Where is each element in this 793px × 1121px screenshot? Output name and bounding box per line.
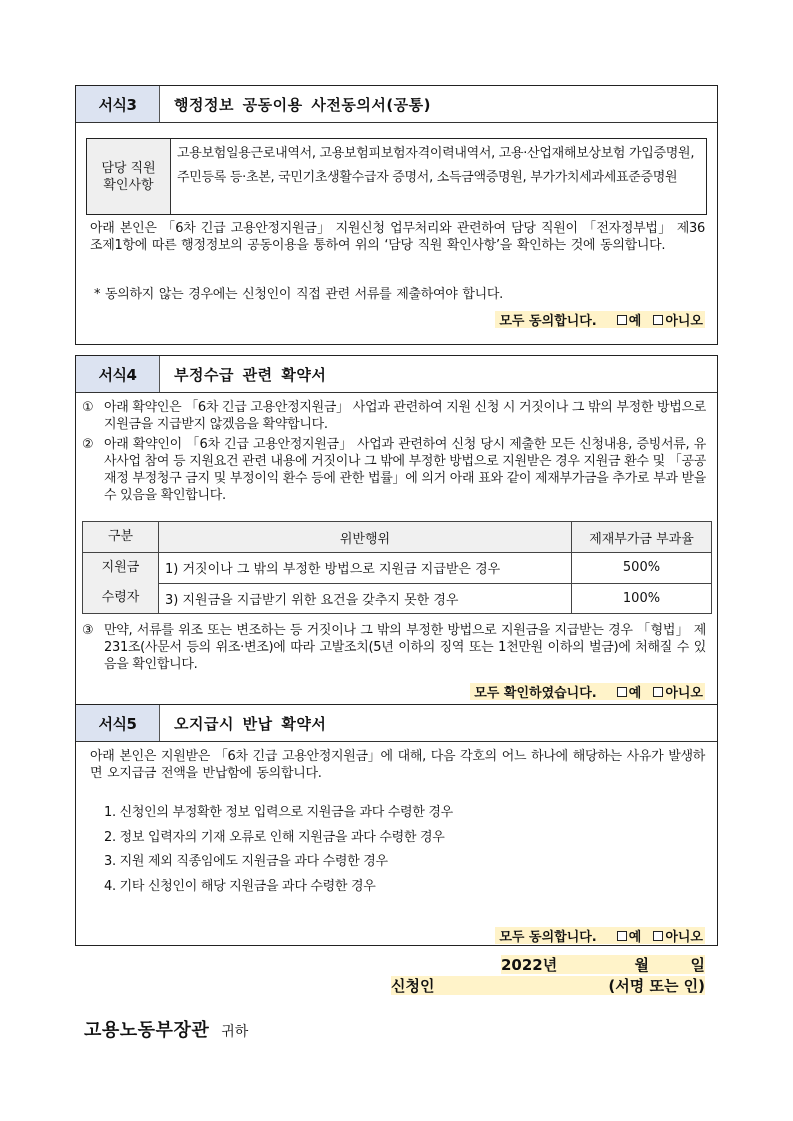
header-violation: 위반행위 bbox=[159, 522, 572, 553]
pledge-item-2-text: 아래 확약인이 「6차 긴급 고용안정지원금」 사업과 관련하여 신청 당시 제출한 모든 신청내용, 증빙서류, 유사사업 참여 등 지원요건 관련 내용에 거짓이나 그 밖에 부정한 방법으로 지원받은 경우 지원금 환수 및 「공공재정 부정청구 금지 및 부정이익 환수 등에 관한 법률」에 의거 아래 표와 같이 제재부가금을 추가로 부과 받을 수 있음을 확인합니다. bbox=[104, 437, 706, 503]
checkbox-icon[interactable] bbox=[653, 315, 663, 325]
list-item: 3. 지원 제외 직종임에도 지원금을 과다 수령한 경우 bbox=[104, 854, 388, 869]
circled-number-1: ① bbox=[82, 400, 94, 415]
staff-confirmation-label bbox=[87, 139, 171, 214]
checkbox-icon[interactable] bbox=[653, 687, 663, 697]
category-line1: 지원금 bbox=[101, 560, 140, 575]
section-4-number: 서식4 bbox=[76, 356, 160, 392]
no-label: 아니오 bbox=[665, 686, 703, 701]
section-3-no-option[interactable] bbox=[653, 310, 703, 329]
pledge-item-3 bbox=[82, 622, 706, 673]
section-3-number: 서식3 bbox=[76, 86, 160, 122]
checkbox-icon[interactable] bbox=[653, 931, 663, 941]
section-4-items-top bbox=[82, 399, 706, 504]
section-4-agree-line bbox=[470, 683, 705, 700]
month-field[interactable]: 월 bbox=[634, 956, 649, 974]
section-3-admin-info-consent bbox=[75, 85, 718, 345]
staff-confirmation-label-line2: 확인사항 bbox=[103, 177, 154, 193]
no-label: 아니오 bbox=[665, 314, 703, 329]
section-5-overpayment-pledge bbox=[75, 704, 718, 946]
table-row bbox=[83, 583, 712, 614]
pledge-item-1-text: 아래 확약인은 「6차 긴급 고용안정지원금」 사업과 관련하여 지원 신청 시 거짓이나 그 밖의 부정한 방법으로 지원금을 지급받지 않겠음을 확약합니다. bbox=[104, 400, 706, 432]
checkbox-icon[interactable] bbox=[617, 931, 627, 941]
list-item: 1. 신청인의 부정확한 정보 입력으로 지원금을 과다 수령한 경우 bbox=[104, 805, 453, 820]
section-4-fraud-pledge bbox=[75, 355, 718, 705]
section-4-no-option[interactable] bbox=[653, 682, 703, 701]
no-label: 아니오 bbox=[665, 930, 703, 945]
signature-hint[interactable]: (서명 또는 인) bbox=[608, 977, 705, 995]
section-5-no-option[interactable] bbox=[653, 926, 703, 945]
staff-confirmation-documents: 고용보험일용근로내역서, 고용보험피보험자격이력내역서, 고용·산업재해보상보험 가입증명원, 주민등록 등·초본, 국민기초생활수급자 증명서, 소득금액증명원, 부가가치세과세표준증명원 bbox=[177, 146, 695, 185]
staff-confirmation-label-line1: 담당 직원 bbox=[101, 160, 156, 176]
day-field[interactable]: 일 bbox=[690, 956, 705, 974]
list-item: 2. 정보 입력자의 기재 오류로 인해 지원금을 과다 수령한 경우 bbox=[104, 829, 445, 845]
list-item: 4. 기타 신청인이 해당 지원금을 과다 수령한 경우 bbox=[104, 878, 376, 894]
rate-cell: 100% bbox=[572, 583, 712, 614]
section-5-header bbox=[76, 705, 717, 742]
violation-cell: 3) 지원금을 지급받기 위한 요건을 갖추지 못한 경우 bbox=[159, 583, 572, 614]
addressee-suffix: 귀하 bbox=[221, 1024, 249, 1040]
circled-number-2: ② bbox=[82, 437, 94, 452]
addressee bbox=[84, 1016, 248, 1042]
staff-confirmation-table bbox=[86, 138, 707, 215]
section-3-consent-text: 아래 본인은 「6차 긴급 고용안정지원금」 지원신청 업무처리와 관련하여 담당 직원이 「전자정부법」 제36조제1항에 따른 행정정보의 공동이용을 통하여 위의 ‘담당 직원 확인사항’을 확인하는 것에 동의합니다. bbox=[90, 221, 705, 253]
yes-label: 예 bbox=[628, 686, 642, 701]
checkbox-icon[interactable] bbox=[617, 687, 627, 697]
year-field[interactable]: 2022년 bbox=[501, 956, 558, 974]
section-5-agree-text: 모두 동의합니다. bbox=[499, 930, 597, 945]
section-5-agree-line bbox=[495, 927, 705, 944]
overpayment-cases-list bbox=[104, 801, 694, 899]
circled-number-3: ③ bbox=[82, 623, 94, 638]
section-5-title: 오지급시 반납 확약서 bbox=[174, 714, 327, 733]
signature-line bbox=[391, 976, 705, 995]
pledge-item-3-text: 만약, 서류를 위조 또는 변조하는 등 거짓이나 그 밖의 부정한 방법으로 지원금을 지급받는 경우 「형법」 제231조(사문서 등의 위조·변조)에 따라 고발조치(5년 이하의 징역 또는 1천만원 이하의 벌금)에 처해질 수 있음을 확인합니다. bbox=[104, 623, 706, 672]
header-penalty-rate: 제재부가금 부과율 bbox=[572, 522, 712, 553]
checkbox-icon[interactable] bbox=[617, 315, 627, 325]
table-row bbox=[83, 553, 712, 584]
section-3-agree-text: 모두 동의합니다. bbox=[499, 314, 597, 329]
section-3-title: 행정정보 공동이용 사전동의서(공통) bbox=[174, 95, 432, 114]
section-5-consent-text: 아래 본인은 지원받은 「6차 긴급 고용안정지원금」에 대해, 다음 각호의 어느 하나에 해당하는 사유가 발생하면 오지급금 전액을 반납함에 동의합니다. bbox=[90, 749, 705, 781]
header-category: 구분 bbox=[83, 522, 159, 553]
pledge-item-1 bbox=[82, 399, 706, 433]
violation-cell: 1) 거짓이나 그 밖의 부정한 방법으로 지원금 지급받은 경우 bbox=[159, 553, 572, 584]
section-5-number: 서식5 bbox=[76, 705, 160, 741]
yes-label: 예 bbox=[628, 314, 642, 329]
yes-label: 예 bbox=[628, 930, 642, 945]
addressee-name: 고용노동부장관 bbox=[84, 1020, 210, 1041]
section-4-header bbox=[76, 356, 717, 393]
section-3-yes-option[interactable] bbox=[617, 310, 642, 329]
section-5-yes-option[interactable] bbox=[617, 926, 642, 945]
section-4-agree-text: 모두 확인하였습니다. bbox=[474, 686, 597, 701]
rate-cell: 500% bbox=[572, 553, 712, 584]
section-3-header bbox=[76, 86, 717, 123]
section-4-items-bottom bbox=[82, 622, 706, 673]
section-4-yes-option[interactable] bbox=[617, 682, 642, 701]
penalty-rate-table bbox=[82, 521, 712, 614]
table-header-row bbox=[83, 522, 712, 553]
section-4-title: 부정수급 관련 확약서 bbox=[174, 365, 327, 384]
pledge-item-2 bbox=[82, 436, 706, 504]
applicant-label: 신청인 bbox=[391, 977, 435, 995]
section-3-agree-line bbox=[495, 311, 705, 328]
category-cell bbox=[83, 553, 159, 614]
category-line2: 수령자 bbox=[101, 590, 140, 605]
section-3-note: * 동의하지 않는 경우에는 신청인이 직접 관련 서류를 제출하여야 합니다. bbox=[94, 287, 504, 302]
date-line bbox=[501, 955, 705, 974]
